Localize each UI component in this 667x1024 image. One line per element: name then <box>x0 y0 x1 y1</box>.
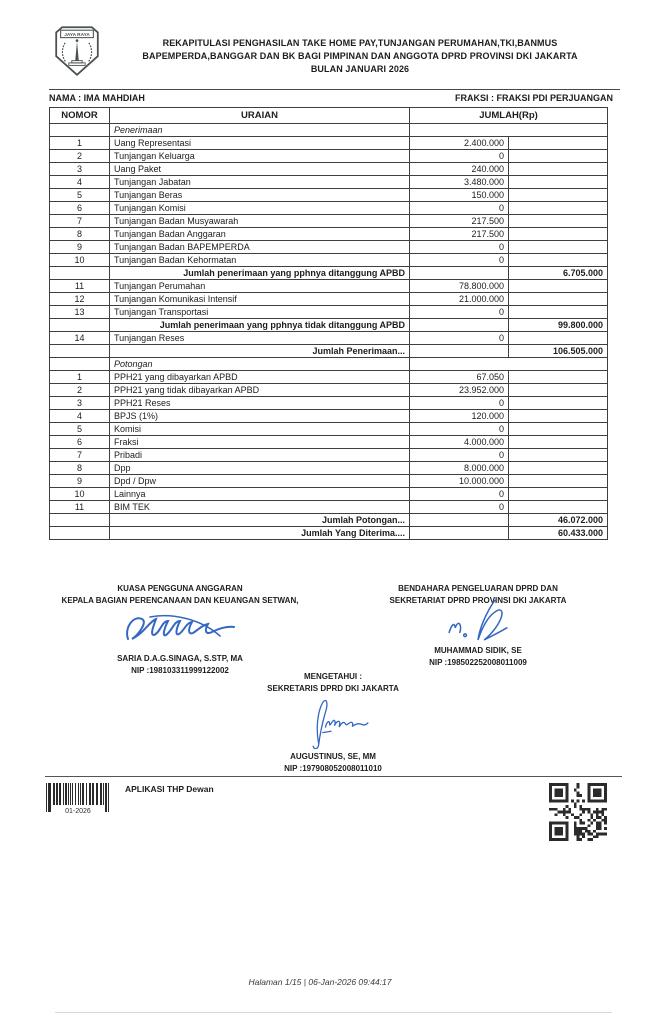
table-header-row <box>50 108 608 124</box>
row-subtotal-cell <box>509 202 608 215</box>
row-value-cell: 8.000.000 <box>410 462 509 475</box>
row-number-cell: 2 <box>50 150 110 163</box>
signature-block-center <box>213 671 453 775</box>
row-subtotal-cell <box>509 384 608 397</box>
row-label-cell: Tunjangan Badan Anggaran <box>110 228 410 241</box>
row-subtotal-cell <box>509 280 608 293</box>
row-value-cell: 0 <box>410 332 509 345</box>
row-subtotal-cell <box>509 501 608 514</box>
row-subtotal-cell <box>509 397 608 410</box>
table-row <box>50 228 608 241</box>
row-label-cell: Tunjangan Reses <box>110 332 410 345</box>
subtotal-value-cell: 106.505.000 <box>509 345 608 358</box>
row-subtotal-cell <box>509 462 608 475</box>
row-label-cell: PPH21 yang dibayarkan APBD <box>110 371 410 384</box>
table-row <box>50 163 608 176</box>
row-value-cell <box>410 124 608 137</box>
table-row <box>50 384 608 397</box>
signatory-nip: NIP :198103311999122002 <box>131 666 229 675</box>
row-number-cell: 7 <box>50 449 110 462</box>
row-number-cell: 9 <box>50 241 110 254</box>
row-label-cell: Tunjangan Komunikasi Intensif <box>110 293 410 306</box>
page-footer-info: Halaman 1/15 | 06-Jan-2026 09:44:17 <box>248 977 392 987</box>
row-label-cell: Komisi <box>110 423 410 436</box>
row-label-cell: Tunjangan Transportasi <box>110 306 410 319</box>
section-label-cell: Potongan <box>110 358 410 371</box>
row-label-cell: BPJS (1%) <box>110 410 410 423</box>
row-subtotal-cell <box>509 137 608 150</box>
table-row <box>50 423 608 436</box>
signatory-role: BENDAHARA PENGELUARAN DPRD DAN <box>398 584 558 593</box>
table-row <box>50 189 608 202</box>
row-number-cell: 4 <box>50 410 110 423</box>
row-label-cell: PPH21 yang tidak dibayarkan APBD <box>110 384 410 397</box>
row-value-cell: 3.480.000 <box>410 176 509 189</box>
row-value-cell: 217.500 <box>410 228 509 241</box>
subtotal-label-cell: Jumlah Penerimaan... <box>110 345 410 358</box>
signatory-role: KUASA PENGGUNA ANGGARAN <box>117 584 243 593</box>
row-number-cell <box>50 527 110 540</box>
row-value-cell: 0 <box>410 501 509 514</box>
row-value-cell <box>410 527 509 540</box>
title-line-3: BULAN JANUARI 2026 <box>310 64 410 74</box>
row-subtotal-cell <box>509 410 608 423</box>
table-row <box>50 345 608 358</box>
row-value-cell: 10.000.000 <box>410 475 509 488</box>
row-value-cell: 0 <box>410 202 509 215</box>
row-number-cell: 11 <box>50 501 110 514</box>
row-label-cell: Uang Representasi <box>110 137 410 150</box>
income-deduction-table <box>49 107 608 540</box>
signature-block-right <box>358 583 598 669</box>
main-table-body <box>50 124 608 540</box>
app-name-label: APLIKASI THP Dewan <box>125 784 214 794</box>
row-label-cell: Dpp <box>110 462 410 475</box>
row-label-cell: BIM TEK <box>110 501 410 514</box>
row-subtotal-cell <box>509 449 608 462</box>
signatory-name: SARIA D.A.G.SINAGA, S.STP, MA <box>117 654 243 663</box>
row-label-cell: Tunjangan Beras <box>110 189 410 202</box>
row-subtotal-cell <box>509 176 608 189</box>
row-label-cell: Tunjangan Badan Kehormatan <box>110 254 410 267</box>
table-row <box>50 501 608 514</box>
row-subtotal-cell <box>509 475 608 488</box>
row-label-cell: Uang Paket <box>110 163 410 176</box>
row-value-cell <box>410 267 509 280</box>
row-number-cell <box>50 358 110 371</box>
row-subtotal-cell <box>509 163 608 176</box>
row-subtotal-cell <box>509 306 608 319</box>
row-label-cell: Lainnya <box>110 488 410 501</box>
section-label-cell: Penerimaan <box>110 124 410 137</box>
row-number-cell: 12 <box>50 293 110 306</box>
row-subtotal-cell <box>509 254 608 267</box>
signatory-role: SEKRETARIAT DPRD PROVINSI DKI JAKARTA <box>389 596 567 605</box>
row-subtotal-cell <box>509 436 608 449</box>
table-row <box>50 527 608 540</box>
table-row <box>50 202 608 215</box>
table-row <box>50 241 608 254</box>
row-number-cell: 3 <box>50 163 110 176</box>
row-label-cell: Tunjangan Jabatan <box>110 176 410 189</box>
row-label-cell: Dpd / Dpw <box>110 475 410 488</box>
row-subtotal-cell <box>509 371 608 384</box>
row-value-cell <box>410 319 509 332</box>
row-value-cell: 23.952.000 <box>410 384 509 397</box>
row-number-cell: 10 <box>50 488 110 501</box>
row-subtotal-cell <box>509 189 608 202</box>
subtotal-label-cell: Jumlah Potongan... <box>110 514 410 527</box>
row-number-cell: 6 <box>50 202 110 215</box>
table-row <box>50 358 608 371</box>
table-row <box>50 475 608 488</box>
row-subtotal-cell <box>509 228 608 241</box>
row-number-cell: 9 <box>50 475 110 488</box>
table-row <box>50 462 608 475</box>
row-number-cell: 1 <box>50 137 110 150</box>
table-row <box>50 267 608 280</box>
row-value-cell: 120.000 <box>410 410 509 423</box>
row-value-cell: 0 <box>410 449 509 462</box>
signature-augustinus <box>278 697 388 749</box>
row-label-cell: Pribadi <box>110 449 410 462</box>
row-label-cell: Fraksi <box>110 436 410 449</box>
row-subtotal-cell <box>509 241 608 254</box>
row-value-cell: 0 <box>410 150 509 163</box>
row-value-cell: 2.400.000 <box>410 137 509 150</box>
row-value-cell: 0 <box>410 241 509 254</box>
row-value-cell: 217.500 <box>410 215 509 228</box>
row-number-cell: 8 <box>50 462 110 475</box>
row-value-cell <box>410 358 608 371</box>
table-row <box>50 371 608 384</box>
subtotal-label-cell: Jumlah penerimaan yang pphnya ditanggung APBD <box>110 267 410 280</box>
signatory-name: AUGUSTINUS, SE, MM <box>290 752 376 761</box>
title-line-2: BAPEMPERDA,BANGGAR DAN BK BAGI PIMPINAN DAN ANGGOTA DPRD PROVINSI DKI JAKARTA <box>142 51 578 61</box>
column-header-jumlah: JUMLAH(Rp) <box>410 108 608 124</box>
recipient-row <box>49 93 613 105</box>
row-label-cell: Tunjangan Badan BAPEMPERDA <box>110 241 410 254</box>
row-label-cell: Tunjangan Perumahan <box>110 280 410 293</box>
row-number-cell <box>50 124 110 137</box>
row-value-cell: 0 <box>410 306 509 319</box>
row-value-cell: 240.000 <box>410 163 509 176</box>
barcode <box>45 783 113 820</box>
row-label-cell: Tunjangan Badan Musyawarah <box>110 215 410 228</box>
row-number-cell: 14 <box>50 332 110 345</box>
signature-saria <box>120 609 240 651</box>
row-value-cell: 4.000.000 <box>410 436 509 449</box>
recipient-name: NAMA : IMA MAHDIAH <box>49 93 145 103</box>
column-header-uraian: URAIAN <box>110 108 410 124</box>
row-subtotal-cell <box>509 332 608 345</box>
table-row <box>50 514 608 527</box>
row-subtotal-cell <box>509 150 608 163</box>
row-number-cell: 3 <box>50 397 110 410</box>
document-title <box>100 37 620 76</box>
footer-divider <box>45 776 622 777</box>
table-row <box>50 436 608 449</box>
signatory-role: MENGETAHUI : <box>303 672 363 681</box>
row-subtotal-cell <box>509 423 608 436</box>
table-row <box>50 176 608 189</box>
table-row <box>50 332 608 345</box>
signatory-nip: NIP :198502252008011009 <box>429 658 527 667</box>
scan-artifact-line <box>55 1012 612 1013</box>
row-value-cell <box>410 345 509 358</box>
row-number-cell: 13 <box>50 306 110 319</box>
row-subtotal-cell <box>509 488 608 501</box>
table-row <box>50 319 608 332</box>
row-number-cell <box>50 514 110 527</box>
logo-banner-text: JAYA RAYA <box>64 33 90 39</box>
row-number-cell: 11 <box>50 280 110 293</box>
subtotal-value-cell: 99.800.000 <box>509 319 608 332</box>
row-number-cell: 2 <box>50 384 110 397</box>
table-row <box>50 449 608 462</box>
table-row <box>50 150 608 163</box>
row-value-cell: 78.800.000 <box>410 280 509 293</box>
subtotal-label-cell: Jumlah Yang Diterima.... <box>110 527 410 540</box>
row-label-cell: Tunjangan Keluarga <box>110 150 410 163</box>
row-subtotal-cell <box>509 215 608 228</box>
table-row <box>50 124 608 137</box>
table-row <box>50 215 608 228</box>
row-number-cell: 7 <box>50 215 110 228</box>
row-number-cell: 1 <box>50 371 110 384</box>
row-value-cell: 21.000.000 <box>410 293 509 306</box>
row-number-cell <box>50 267 110 280</box>
table-row <box>50 293 608 306</box>
subtotal-label-cell: Jumlah penerimaan yang pphnya tidak ditanggung APBD <box>110 319 410 332</box>
signatory-role: SEKRETARIS DPRD DKI JAKARTA <box>267 684 399 693</box>
table-row <box>50 254 608 267</box>
subtotal-value-cell: 6.705.000 <box>509 267 608 280</box>
subtotal-value-cell: 46.072.000 <box>509 514 608 527</box>
row-value-cell: 150.000 <box>410 189 509 202</box>
row-number-cell: 6 <box>50 436 110 449</box>
header-divider <box>49 89 620 90</box>
row-value-cell: 0 <box>410 397 509 410</box>
row-number-cell: 10 <box>50 254 110 267</box>
row-number-cell: 5 <box>50 423 110 436</box>
row-value-cell: 0 <box>410 488 509 501</box>
row-number-cell <box>50 345 110 358</box>
signatory-nip: NIP :197908052008011010 <box>284 764 382 773</box>
signature-block-left <box>55 583 305 677</box>
table-row <box>50 410 608 423</box>
signatory-name: MUHAMMAD SIDIK, SE <box>434 646 522 655</box>
table-row <box>50 306 608 319</box>
row-subtotal-cell <box>509 293 608 306</box>
table-row <box>50 488 608 501</box>
qr-code <box>549 783 607 841</box>
table-row <box>50 397 608 410</box>
table-row <box>50 280 608 293</box>
row-value-cell: 67.050 <box>410 371 509 384</box>
subtotal-value-cell: 60.433.000 <box>509 527 608 540</box>
column-header-nomor: NOMOR <box>50 108 110 124</box>
table-row <box>50 137 608 150</box>
row-number-cell: 4 <box>50 176 110 189</box>
row-value-cell <box>410 514 509 527</box>
jakarta-coat-of-arms-logo <box>53 25 101 77</box>
signatory-role: KEPALA BAGIAN PERENCANAAN DAN KEUANGAN SETWAN, <box>61 596 299 605</box>
row-number-cell: 5 <box>50 189 110 202</box>
row-number-cell <box>50 319 110 332</box>
row-label-cell: PPH21 Reses <box>110 397 410 410</box>
row-label-cell: Tunjangan Komisi <box>110 202 410 215</box>
row-value-cell: 0 <box>410 423 509 436</box>
row-value-cell: 0 <box>410 254 509 267</box>
row-number-cell: 8 <box>50 228 110 241</box>
recipient-fraction: FRAKSI : FRAKSI PDI PERJUANGAN <box>454 93 613 103</box>
barcode-label: 01-2026 <box>65 808 91 815</box>
title-line-1: REKAPITULASI PENGHASILAN TAKE HOME PAY,TUNJANGAN PERUMAHAN,TKI,BANMUS <box>162 38 558 48</box>
